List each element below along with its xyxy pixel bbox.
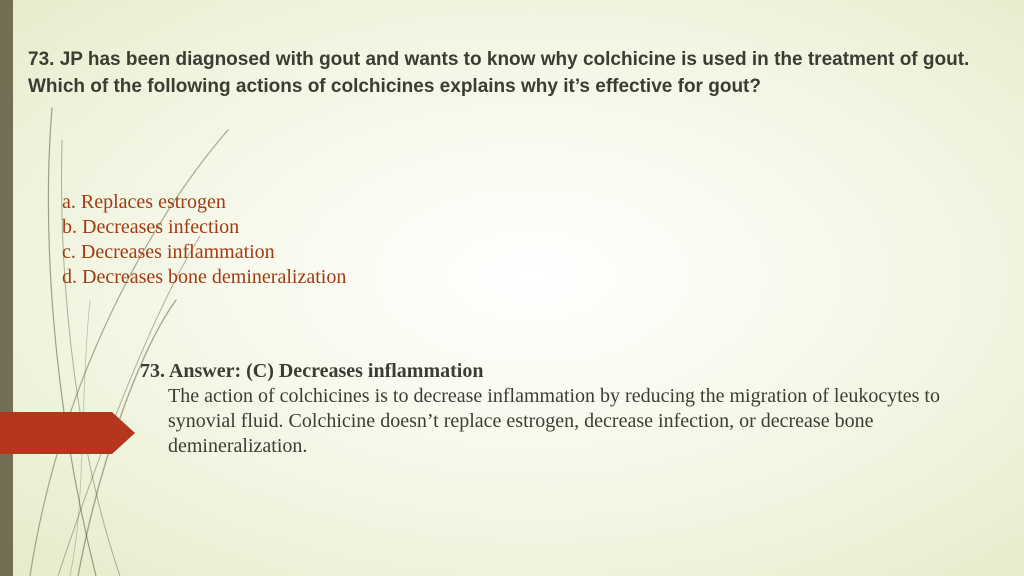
question-text: 73. JP has been diagnosed with gout and wants to know why colchicine is used in the treatment of gout. Which of the following actions of colchicines explains why it’s effective for gout? <box>28 49 970 97</box>
answer-heading: 73. Answer: (C) Decreases inflammation <box>140 360 484 382</box>
option-b: b. Decreases infection <box>62 216 240 238</box>
arrow-tab-icon <box>0 412 135 454</box>
option-c: c. Decreases inflammation <box>62 241 275 263</box>
option-a: a. Replaces estrogen <box>62 191 226 213</box>
option-d: d. Decreases bone demineralization <box>62 266 347 288</box>
answer-options-list <box>62 190 346 290</box>
answer-explanation: The action of colchicines is to decrease inflammation by reducing the migration of leukocytes to synovial fluid. Colchicine doesn’t replace estrogen, decrease infection, or decrease bone demineralization. <box>168 385 940 457</box>
